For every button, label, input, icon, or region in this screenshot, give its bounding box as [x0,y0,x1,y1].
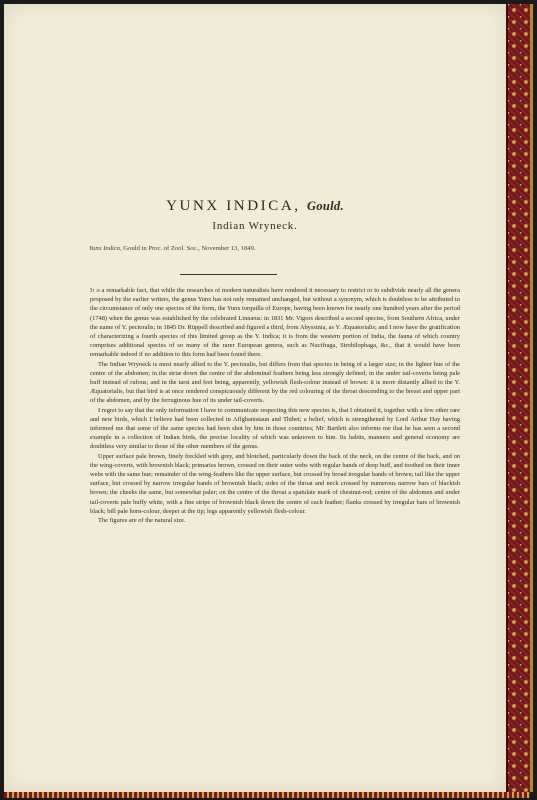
synonym-citation: Gould in Proc. of Zool. Soc., November 13, 1849. [123,245,256,252]
book-binding [506,4,532,792]
species-title [4,198,506,215]
binding-edge [530,4,533,792]
species-author: Gould. [307,199,344,213]
paragraph-4: Upper surface pale brown, finely freckled with grey, and blotched, particularly down the back of the neck, on the centre of the back, and on the wing-coverts, with brownish black; primaries brown, crossed on their outer webs with regular bands of deep buff, and toothed on their inner webs with the same hue; remainder of the wing-feathers like the upper surface, but crossed by broad irregular bands of brown; tail like the upper surface, but crossed by narrow irregular bands of brownish black; sides of the throat and neck crossed by numerous narrow bars of blackish brown; the cheeks the same, but somewhat paler; on the centre of the throat a spatulate mark of chestnut-red; centre of the abdomen and under tail-coverts pale buffy white, with a fine stripe of brownish black down the centre of each feather; flanks crossed by irregular bars of brownish black; bill pale horn-colour, deeper at the tip; legs apparently yellowish flesh-colour. [90,452,460,515]
page-bottom-edge [4,792,530,798]
paragraph-1-text: a remarkable fact, that while the researches of modern naturalists have rendered it necessary to restrict or to subdivide nearly all the genera proposed by the earlier writers, the genus Yunx has not only remained unchanged, but without a synonym, which is doubtless to be attributed to the circumstance of only one species of the form, the Yunx torquilla of Europe, having been known for nearly one hundred years after the period (1748) when the genus was established by the celebrated Linnæus: in 1831 Mr. Vigors described a second species, from Southern Africa, under the name of Y. pectoralis; in 1845 Dr. Rüppell described and figured a third, from Abyssinia, as Y. Æquatorialis; and I now have the gratification of characterizing a fourth species of this limited group as the Y. Indica; it is from the western portion of India, the fauna of which country comprises additional species of so many of the rarer European genera, such as Nucifraga, Strobilophaga, &c., that it would have been remarkable indeed if no addition to this form had been found there. [90,287,460,359]
common-name: Indian Wryneck. [212,220,298,232]
book-page [4,4,506,792]
synonym-reference [89,245,256,252]
synonym-name: Yunx Indica, [89,245,122,252]
paragraph-2: The Indian Wryneck is most nearly allied to the Y. pectoralis, but differs from that species in being of a larger size; in the lighter hue of the centre of the abdomen; in the striæ down the centre of the abdominal feathers being less strongly defined; in the under tail-coverts being pale buff instead of rufous; and in the tarsi and feet being, apparently, yellowish flesh-colour instead of brown: it is more distantly allied to the Y. Æquatorialis, but that bird is at once rendered conspicuously different by the red colouring of the throat descending to the breast and upper part of the abdomen, and by the ferruginous hue of its under tail-coverts. [90,360,460,405]
paragraph-3: I regret to say that the only information I have to communicate respecting this new species is, that I obtained it, together with a few other rare and new birds, which I believe had been collected in Affghanistaun and Thibet; a belief, which is strengthened by Lord Arthur Hay having informed me that some of the same species had been shot by him in those countries; Mr. Bartlett also informs me that he has seen a second example in a collection of Indian birds, the precise locality of which was unknown to him. Its habits, manners and general economy are doubtless very similar to those of the other members of the genus. [90,406,460,451]
title-divider [180,274,277,275]
paragraph-lead: It is [90,287,100,294]
paragraph-1 [90,286,460,360]
paragraph-5: The figures are of the natural size. [98,517,186,525]
species-description [90,286,460,525]
species-name: YUNX INDICA, [166,198,301,214]
